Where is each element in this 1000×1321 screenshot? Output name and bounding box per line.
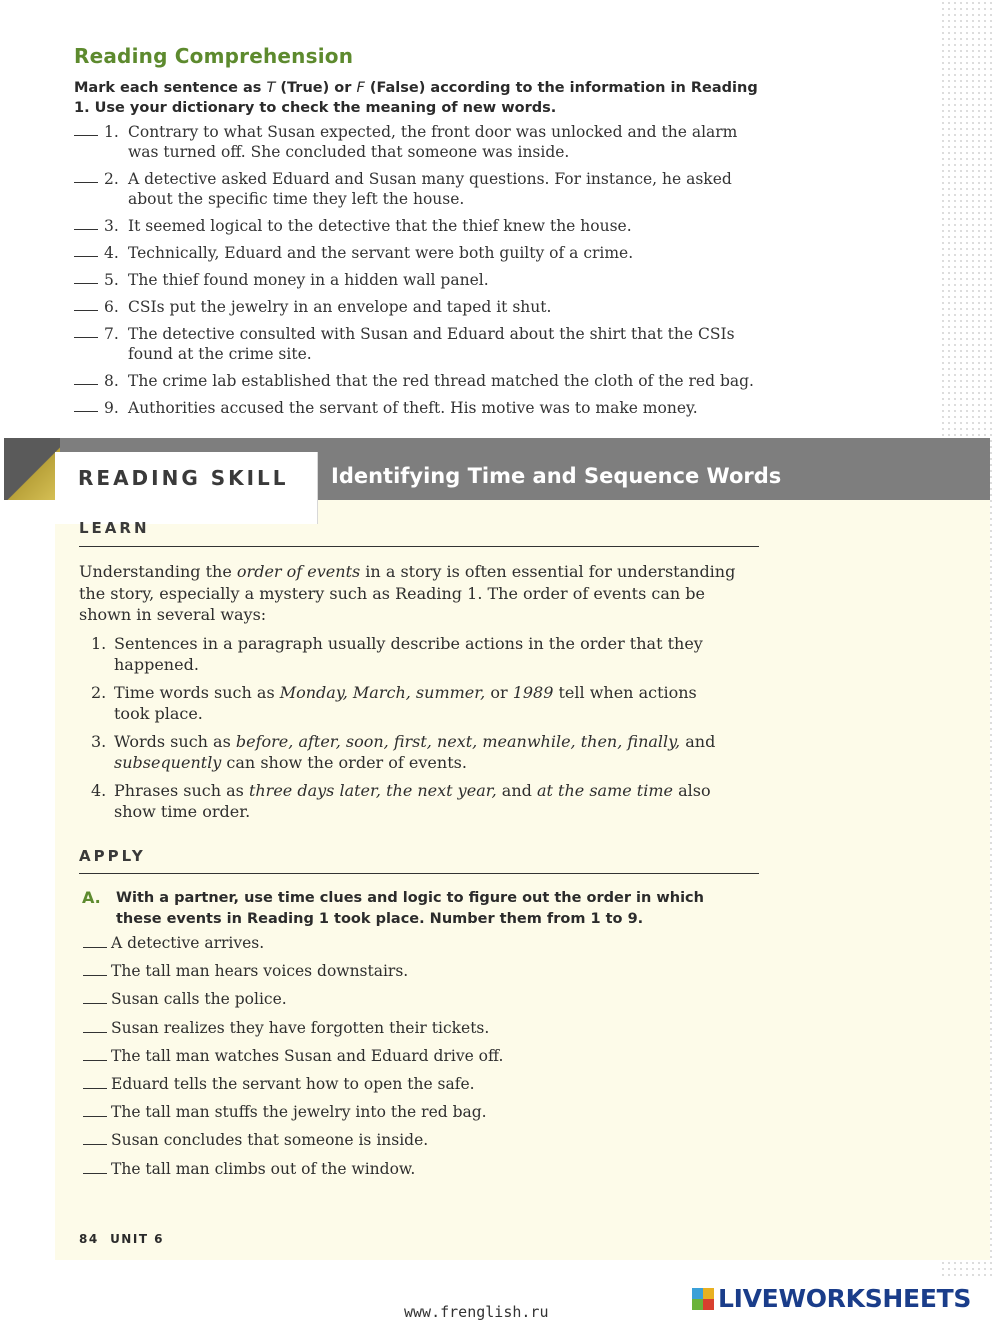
true-false-item: 8. The crime lab established that the red thread matched the cloth of the red bag. <box>74 371 764 391</box>
event-item: The tall man stuffs the jewelry into the red bag. <box>83 1102 683 1130</box>
event-item: The tall man watches Susan and Eduard drive off. <box>83 1046 683 1074</box>
learn-item: 3. Words such as before, after, soon, first, next, meanwhile, then, finally, and subsequently can show the order of events. <box>91 732 716 772</box>
answer-blank[interactable] <box>74 310 98 311</box>
event-item: Susan realizes they have forgotten their tickets. <box>83 1018 683 1046</box>
learn-divider <box>79 546 759 547</box>
answer-blank[interactable] <box>74 182 98 183</box>
event-item: Eduard tells the servant how to open the safe. <box>83 1074 683 1102</box>
event-order-list <box>83 933 683 1187</box>
learn-intro: Understanding the order of events in a story is often essential for understanding the story, especially a mystery such as Reading 1. The order of events can be shown in several ways: <box>79 562 736 624</box>
answer-blank[interactable] <box>74 283 98 284</box>
reading-skill-band-accent <box>4 438 60 500</box>
page-footer <box>79 1232 164 1246</box>
order-blank[interactable] <box>83 1116 107 1117</box>
true-false-item: 1. Contrary to what Susan expected, the front door was unlocked and the alarm was turned off. She concluded that someone was inside. <box>74 122 764 162</box>
unit-label: UNIT 6 <box>110 1232 165 1246</box>
answer-blank[interactable] <box>74 256 98 257</box>
order-blank[interactable] <box>83 1003 107 1004</box>
learn-heading: LEARN <box>79 519 150 537</box>
learn-item: 4. Phrases such as three days later, the next year, and at the same time also show time order. <box>91 781 711 821</box>
skill-panel-left-margin <box>4 500 55 1260</box>
event-item: Susan calls the police. <box>83 989 683 1017</box>
learn-list <box>91 633 731 829</box>
reading-skill-title: Identifying Time and Sequence Words <box>331 464 782 488</box>
apply-divider <box>79 873 759 874</box>
reading-comprehension-instructions: Mark each sentence as T (True) or F (False) according to the information in Reading 1. Use your dictionary to check the meaning of new words. <box>74 80 758 116</box>
learn-item: 2. Time words such as Monday, March, summer, or 1989 tell when actions took place. <box>91 683 697 723</box>
true-false-item: 2. A detective asked Eduard and Susan many questions. For instance, he asked about the specific time they left the house. <box>74 169 764 209</box>
apply-heading: APPLY <box>79 847 146 865</box>
answer-blank[interactable] <box>74 337 98 338</box>
order-blank[interactable] <box>83 1173 107 1174</box>
apply-instructions: With a partner, use time clues and logic to figure out the order in which these events in Reading 1 took place. Number them from 1 to 9. <box>116 890 704 927</box>
event-item: The tall man climbs out of the window. <box>83 1159 683 1187</box>
answer-blank[interactable] <box>74 411 98 412</box>
true-false-item: 4. Technically, Eduard and the servant were both guilty of a crime. <box>74 243 764 263</box>
order-blank[interactable] <box>83 1032 107 1033</box>
activity-letter: A. <box>82 888 101 907</box>
liveworksheets-icon <box>692 1288 714 1310</box>
learn-item: 1. Sentences in a paragraph usually describe actions in the order that they happened. <box>91 634 703 674</box>
true-false-item: 7. The detective consulted with Susan and Eduard about the shirt that the CSIs found at the crime site. <box>74 324 764 364</box>
answer-blank[interactable] <box>74 384 98 385</box>
reading-skill-label: READING SKILL <box>78 466 289 490</box>
true-false-list <box>74 122 764 425</box>
event-item: A detective arrives. <box>83 933 683 961</box>
true-false-item: 5. The thief found money in a hidden wall panel. <box>74 270 764 290</box>
event-item: The tall man hears voices downstairs. <box>83 961 683 989</box>
reading-comprehension-title: Reading Comprehension <box>74 44 354 68</box>
answer-blank[interactable] <box>74 135 98 136</box>
liveworksheets-wordmark: LIVEWORKSHEETS <box>718 1284 972 1313</box>
true-false-item: 6. CSIs put the jewelry in an envelope and taped it shut. <box>74 297 764 317</box>
order-blank[interactable] <box>83 975 107 976</box>
order-blank[interactable] <box>83 947 107 948</box>
page-number: 84 <box>79 1232 99 1246</box>
order-blank[interactable] <box>83 1060 107 1061</box>
liveworksheets-logo <box>692 1284 971 1313</box>
true-false-item: 9. Authorities accused the servant of theft. His motive was to make money. <box>74 398 764 418</box>
order-blank[interactable] <box>83 1088 107 1089</box>
true-false-item: 3. It seemed logical to the detective that the thief knew the house. <box>74 216 764 236</box>
event-item: Susan concludes that someone is inside. <box>83 1130 683 1158</box>
order-blank[interactable] <box>83 1144 107 1145</box>
site-url: www.frenglish.ru <box>404 1303 549 1321</box>
answer-blank[interactable] <box>74 229 98 230</box>
